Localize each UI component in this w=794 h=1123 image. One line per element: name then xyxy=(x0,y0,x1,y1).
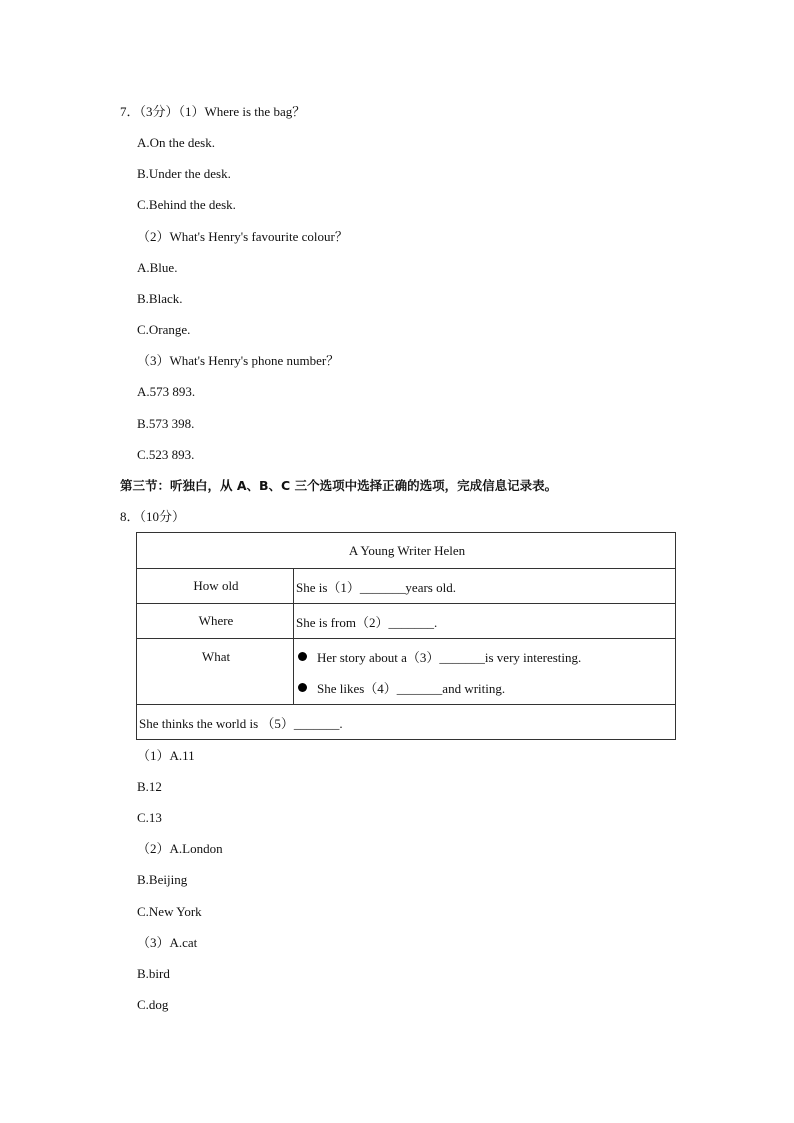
bullet-icon xyxy=(298,683,307,692)
list-item xyxy=(296,641,675,672)
q7-p2-option-a: A.Blue. xyxy=(137,260,178,275)
q7-p3-option-b: B.573 398. xyxy=(137,416,195,431)
what-item-2: She likes（4）_______and writing. xyxy=(317,680,506,696)
row-value-where: She is from（2）_______. xyxy=(294,604,676,639)
q8-p2-option-a: （2）A.London xyxy=(137,841,223,856)
q7-p2-option-b: B.Black. xyxy=(137,291,183,306)
q8-p3-option-b: B.bird xyxy=(137,966,170,981)
what-item-1: Her story about a（3）_______is very interesting. xyxy=(317,649,582,665)
q8-p2-option-b: B.Beijing xyxy=(137,872,188,887)
question-7-title: 7．（3分）（1）Where is the bag？ xyxy=(120,104,306,119)
section-3-heading: 第三节：听独白，从 A、B、C 三个选项中选择正确的选项，完成信息记录表。 xyxy=(120,478,558,493)
bullet-icon xyxy=(298,652,307,661)
row-label-how-old: How old xyxy=(137,569,294,604)
q7-p2-question: （2）What's Henry's favourite colour？ xyxy=(137,229,348,244)
row-value-what xyxy=(294,639,676,705)
q8-p3-option-c: C.dog xyxy=(137,997,169,1012)
table-header: A Young Writer Helen xyxy=(137,533,676,569)
row-label-what: What xyxy=(137,639,294,705)
info-record-table xyxy=(136,532,676,740)
q8-p3-option-a: （3）A.cat xyxy=(137,935,198,950)
q7-p3-option-a: A.573 893. xyxy=(137,384,196,399)
table-row xyxy=(137,604,676,639)
q7-p1-option-a: A.On the desk. xyxy=(137,135,215,150)
table-footer: She thinks the world is （5）_______. xyxy=(137,705,676,740)
list-item xyxy=(296,672,675,703)
q8-p2-option-c: C.New York xyxy=(137,904,202,919)
row-value-how-old: She is（1）_______years old. xyxy=(294,569,676,604)
q8-p1-option-a: （1）A.11 xyxy=(137,748,195,763)
q8-p1-option-c: C.13 xyxy=(137,810,162,825)
q7-p2-option-c: C.Orange. xyxy=(137,322,191,337)
q7-p3-option-c: C.523 893. xyxy=(137,447,195,462)
table-row xyxy=(137,639,676,705)
row-label-where: Where xyxy=(137,604,294,639)
q8-p1-option-b: B.12 xyxy=(137,779,162,794)
table-row xyxy=(137,569,676,604)
question-8-title: 8．（10分） xyxy=(120,509,186,524)
q7-p1-option-b: B.Under the desk. xyxy=(137,166,231,181)
q7-p3-question: （3）What's Henry's phone number？ xyxy=(137,353,340,368)
q7-p1-option-c: C.Behind the desk. xyxy=(137,197,236,212)
